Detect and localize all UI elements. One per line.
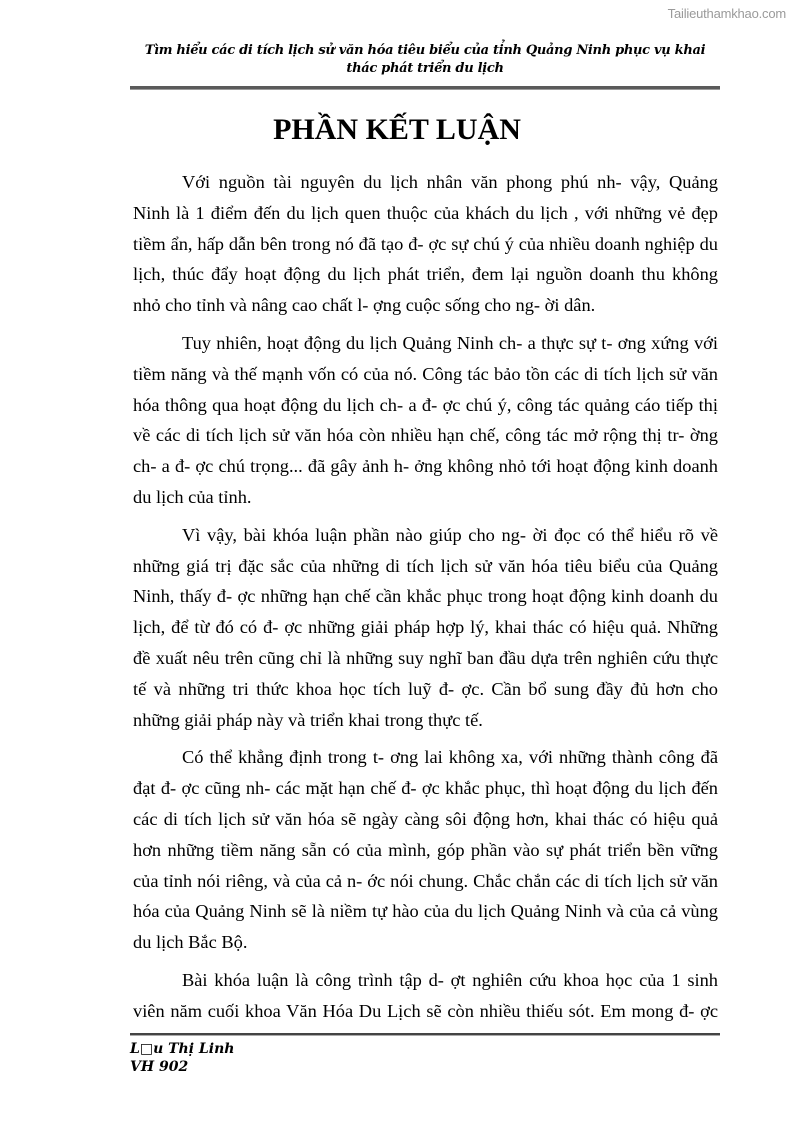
header-rule <box>130 86 720 90</box>
text-line: ch- a đ- ợc chú trọng... đã gây ảnh h- ởng không nhỏ tới hoạt động kinh doanh <box>133 456 718 477</box>
text-line: đề xuất nêu trên cũng chỉ là những suy nghĩ ban đầu dựa trên nghiên cứu thực <box>133 647 718 668</box>
text-line: viên năm cuối khoa Văn Hóa Du Lịch sẽ còn nhiều thiếu sót. Em mong đ- ợc <box>133 1000 718 1021</box>
paragraph-3 <box>133 520 718 736</box>
paragraph-4 <box>133 742 718 958</box>
running-header-line-1: Tìm hiểu các di tích lịch sử văn hóa tiêu biểu của tỉnh Quảng Ninh phục vụ khai <box>144 43 706 58</box>
text-line: du lịch Bắc Bộ. <box>133 932 248 953</box>
text-line: của tỉnh nói riêng, và của cả n- ớc nói chung. Chắc chắn các di tích lịch sử văn <box>133 870 718 891</box>
footer-rule <box>130 1033 720 1036</box>
footer-class: VH 902 <box>130 1059 189 1075</box>
paragraph-1 <box>133 167 718 321</box>
text-line: du lịch của tỉnh. <box>133 486 252 507</box>
text-line: Bài khóa luận là công trình tập d- ợt nghiên cứu khoa học của 1 sinh <box>182 969 718 990</box>
text-line: Tuy nhiên, hoạt động du lịch Quảng Ninh ch- a thực sự t- ơng xứng với <box>182 332 718 353</box>
text-line: lịch, để từ đó có đ- ợc những giải pháp hợp lý, khai thác có hiệu quả. Những <box>133 617 718 638</box>
text-line: tế và những tri thức khoa học tích luỹ đ- ợc. Cần bổ sung đầy đủ hơn cho <box>133 678 718 699</box>
page-title: PHẦN KẾT LUẬN <box>273 113 521 146</box>
text-line: tiềm ẩn, hấp dẫn bên trong nó đã tạo đ- ợc sự chú ý của nhiều doanh nghiệp du <box>133 233 718 254</box>
text-line: đạt đ- ợc cũng nh- các mặt hạn chế đ- ợc khắc phục, thì hoạt động du lịch đến <box>133 778 718 799</box>
footer-author: L□u Thị Linh <box>130 1041 235 1057</box>
page-footer <box>130 1040 234 1076</box>
text-line: Có thể khẳng định trong t- ơng lai không xa, với những thành công đã <box>182 747 718 768</box>
running-header <box>130 42 720 78</box>
body-text <box>133 167 718 1034</box>
text-line: các di tích lịch sử văn hóa sẽ ngày càng sôi động hơn, khai thác có hiệu quả <box>133 808 718 829</box>
text-line: nhỏ cho tỉnh và nâng cao chất l- ợng cuộc sống cho ng- ời dân. <box>133 295 596 316</box>
watermark: Tailieuthamkhao.com <box>667 6 786 21</box>
paragraph-2 <box>133 328 718 513</box>
text-line: Với nguồn tài nguyên du lịch nhân văn phong phú nh- vậy, Quảng <box>182 172 718 192</box>
text-line: hóa thông qua hoạt động du lịch ch- a đ- ợc chú ý, công tác quảng cáo tiếp thị <box>133 394 718 415</box>
text-line: tiềm năng và thế mạnh vốn có của nó. Công tác bảo tồn các di tích lịch sử văn <box>133 363 718 384</box>
text-line: Vì vậy, bài khóa luận phần nào giúp cho ng- ời đọc có thể hiểu rõ về <box>182 524 718 545</box>
text-line: về các di tích lịch sử văn hóa còn nhiều hạn chế, công tác mở rộng thị tr- ờng <box>133 425 718 446</box>
text-line: Ninh là 1 điểm đến du lịch quen thuộc của khách du lịch , với những vẻ đẹp <box>133 202 718 223</box>
text-line: hơn những tiềm năng sẵn có của mình, góp phần vào sự phát triển bền vững <box>133 839 718 860</box>
text-line: những giải pháp này và triển khai trong thực tế. <box>133 709 483 730</box>
text-line: hóa của Quảng Ninh sẽ là niềm tự hào của du lịch Quảng Ninh và của cả vùng <box>133 901 718 922</box>
text-line: những giá trị đặc sắc của những di tích lịch sử văn hóa tiêu biểu của Quảng <box>133 555 718 576</box>
text-line: Ninh, thấy đ- ợc những hạn chế cần khắc phục trong hoạt động kinh doanh du <box>133 586 718 607</box>
text-line: lịch, thúc đẩy hoạt động du lịch phát triển, đem lại nguồn doanh thu không <box>133 264 718 285</box>
running-header-line-2: thác phát triển du lịch <box>346 61 504 76</box>
paragraph-5 <box>133 965 718 1027</box>
